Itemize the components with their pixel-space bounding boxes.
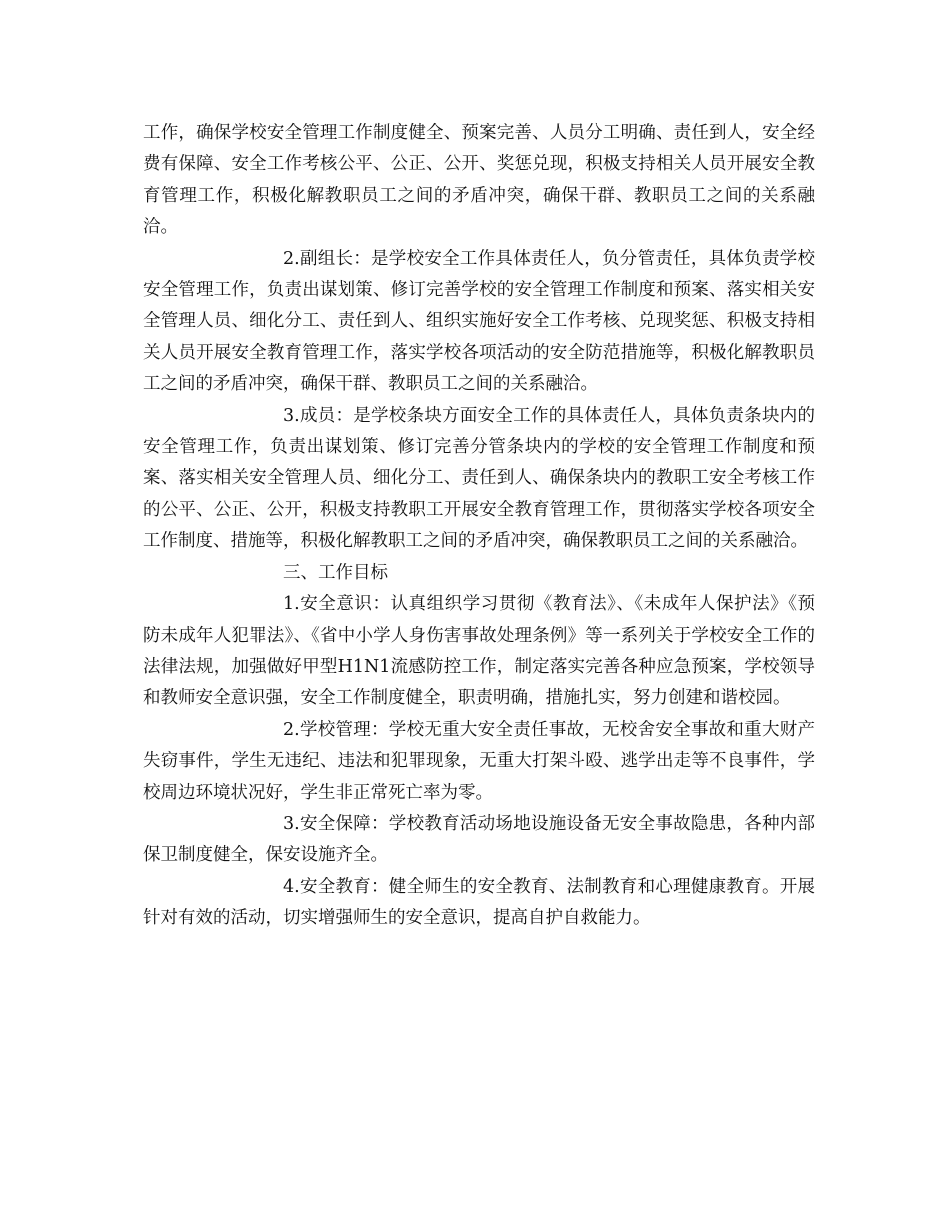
- paragraph-continuation: 工作，确保学校安全管理工作制度健全、预案完善、人员分工明确、责任到人，安全经费有保障、安全工作考核公平、公正、公开、奖惩兑现，积极支持相关人员开展安全教育管理工作，积极化解教职员工之间的矛盾冲突，确保干群、教职员工之间的关系融洽。: [143, 123, 815, 238]
- goal-safety-awareness: 1.安全意识：认真组织学习贯彻《教育法》、《未成年人保护法》《预防未成年人犯罪法》、《省中小学人身伤害事故处理条例》等一系列关于学校安全工作的法律法规，加强做好甲型H1N1流感防控工作，制定落实完善各种应急预案，学校领导和教师安全意识强，安全工作制度健全，职责明确，措施扎实，努力创建和谐校园。: [143, 594, 815, 709]
- goal-safety-education: 4.安全教育：健全师生的安全教育、法制教育和心理健康教育。开展针对有效的活动，切实增强师生的安全意识，提高自护自救能力。: [143, 876, 815, 929]
- section-heading: 三、工作目标: [283, 562, 388, 583]
- document-body: [143, 118, 815, 935]
- goal-safety-guarantee: 3.安全保障：学校教育活动场地设施设备无安全事故隐患，各种内部保卫制度健全，保安设施齐全。: [143, 813, 815, 866]
- paragraph-deputy-leader: 2.副组长：是学校安全工作具体责任人，负分管责任，具体负责学校安全管理工作，负责出谋划策、修订完善学校的安全管理工作制度和预案、落实相关安全管理人员、细化分工、责任到人、组织实施好安全工作考核、兑现奖惩、积极支持相关人员开展安全教育管理工作，落实学校各项活动的安全防范措施等，积极化解教职员工之间的矛盾冲突，确保干群、教职员工之间的关系融洽。: [143, 248, 815, 395]
- goal-school-management: 2.学校管理：学校无重大安全责任事故，无校舍安全事故和重大财产失窃事件，学生无违纪、违法和犯罪现象，无重大打架斗殴、逃学出走等不良事件，学校周边环境状况好，学生非正常死亡率为零。: [143, 719, 815, 803]
- paragraph-members: 3.成员：是学校条块方面安全工作的具体责任人，具体负责条块内的安全管理工作，负责出谋划策、修订完善分管条块内的学校的安全管理工作制度和预案、落实相关安全管理人员、细化分工、责任到人、确保条块内的教职工安全考核工作的公平、公正、公开，积极支持教职工开展安全教育管理工作，贯彻落实学校各项安全工作制度、措施等，积极化解教职工之间的矛盾冲突，确保教职员工之间的关系融洽。: [143, 405, 815, 552]
